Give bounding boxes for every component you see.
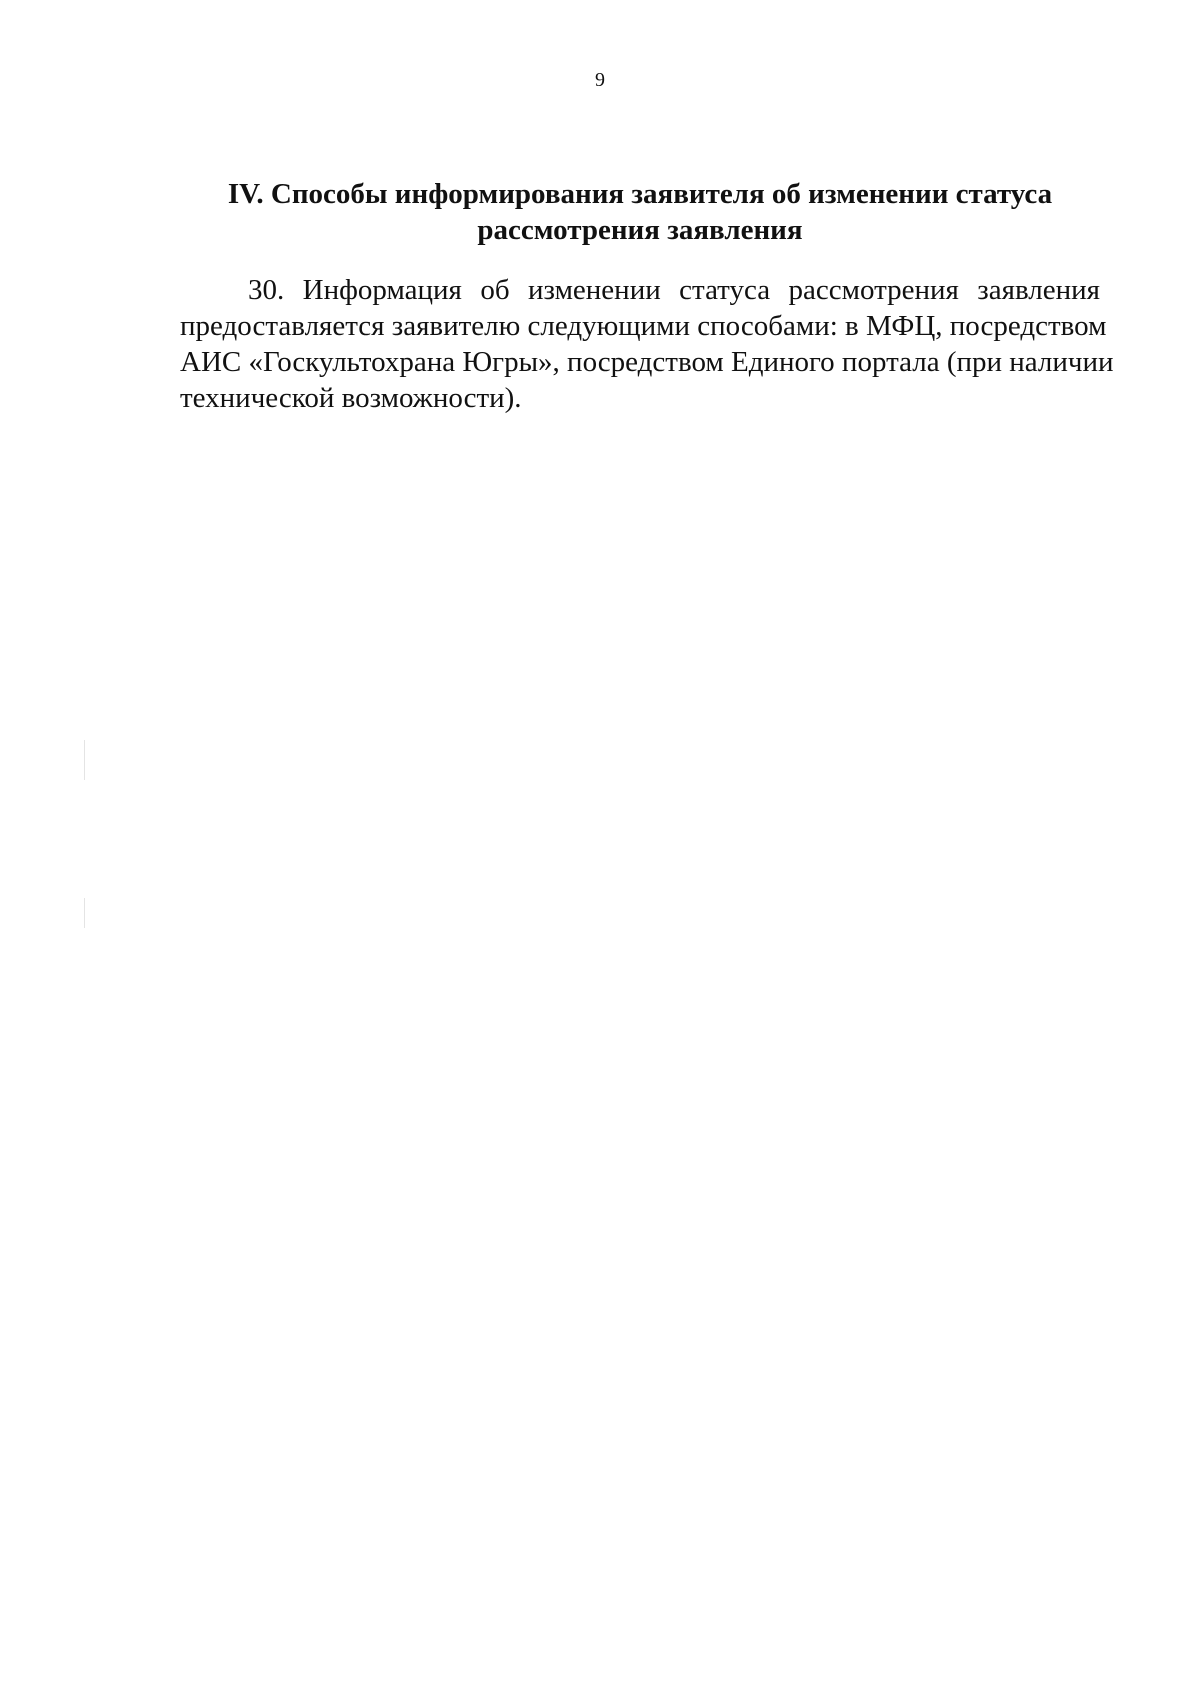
scan-edge-mark	[84, 740, 85, 780]
scan-edge-mark	[84, 898, 85, 928]
section-title	[180, 176, 1100, 248]
paragraph-line: АИС «Госкультохрана Югры», посредством Единого портала (при наличии	[180, 346, 1114, 378]
section-title-line: IV. Способы информирования заявителя об изменении статуса	[227, 178, 1053, 210]
paragraph-line: технической возможности).	[180, 382, 522, 414]
paragraph-line: предоставляется заявителю следующими способами: в МФЦ, посредством	[180, 310, 1107, 342]
paragraph-30	[180, 272, 1114, 416]
section-title-line: рассмотрения заявления	[477, 214, 803, 246]
page-number: 9	[595, 69, 605, 91]
paragraph-line: 30. Информация об изменении статуса рассмотрения заявления	[248, 274, 1100, 306]
